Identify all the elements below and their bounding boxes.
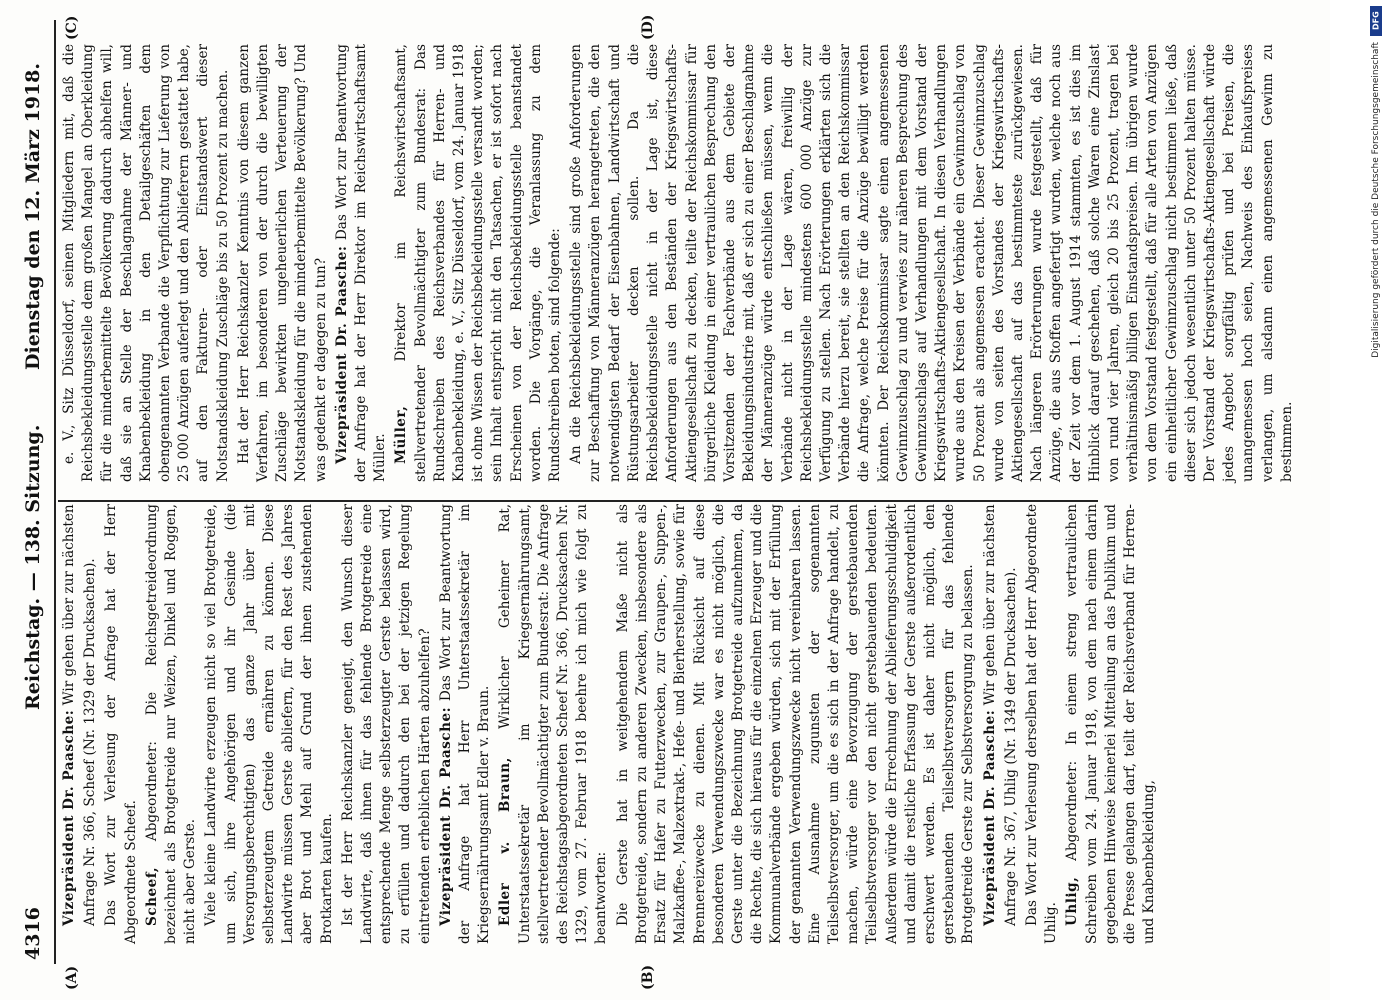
paragraph-text: Das Wort zur Verlesung der Anfrage hat der Herr Abgeordnete Scheef. xyxy=(103,504,139,944)
paragraph xyxy=(102,504,140,944)
paragraph-text: Direktor im Reichswirtschaftsamt, stellvertretender Bevollmächtigter zum Bundesrat: Das Rundschreiben des Reichsverbandes für Herren- und Knabenbekleidung, e. V., Sitz Düsseldorf, vom 24. Januar 1918 ist ohne Wissen der Reichsbekleidungsstelle versandt worden; sein Inhalt entspricht nicht den Tatsachen, er ist sofort nach Erscheinen von der Reichsbekleidungsstelle beanstandet worden. Die Vorgänge, die Veranlassung zu dem Rundschreiben boten, sind folgende: xyxy=(393,44,564,482)
paragraph xyxy=(392,44,565,482)
speaker-name: Scheef, xyxy=(143,866,160,926)
speaker-name: Müller, xyxy=(393,405,410,464)
margin-mark-c: (C) xyxy=(64,15,80,40)
margin-mark-a: (A) xyxy=(64,965,80,990)
paragraph xyxy=(143,504,201,944)
paragraph xyxy=(614,504,979,944)
column-divider xyxy=(58,500,1098,502)
paragraph-text: Das Wort zur Verlesung derselben hat der Herr Abgeordnete Uhlig. xyxy=(1023,504,1060,944)
left-column xyxy=(60,504,1161,944)
digitization-sidebar xyxy=(1370,6,1382,996)
paragraph xyxy=(60,504,79,944)
page-header xyxy=(18,20,52,960)
header-rule xyxy=(54,20,56,964)
speaker-name: Vizepräsident Dr. Paasche: xyxy=(333,245,350,464)
speaker-name: Vizepräsident Dr. Paasche: xyxy=(437,706,454,926)
paragraph-text: Hat der Herr Reichskanzler Kenntnis von diesem ganzen Verfahren, im besonderen von der durch die bewilligten Zuschläge bewirkten ungeheuerlichen Verteuerung der Notstandskleidung für die minderbemittelte Bevölkerung? Und was gedenkt er dagegen zu tun? xyxy=(235,44,329,482)
paragraph-text: Wirklicher Geheimer Rat, Unterstaatssekretär im Kriegsernährungsamt, stellvertretender Bevollmächtigter zum Bundesrat: Die Anfrage des Reichstagsabgeordneten Scheef Nr. 366, Drucksachen Nr. 1329, vom 27. Februar 1918 beehre ich mich wie folgt zu beantworten: xyxy=(497,503,610,944)
paragraph-text: Ist der Herr Reichskanzler geneigt, den Wunsch dieser Landwirte, daß ihnen für das fehlende Brotgetreide eine entsprechende Menge selbsterzeugter Gerste belassen wird, zu erfüllen und dadurch den bei der jetzigen Regelung eintretenden erheblichen Härten abzuhelfen? xyxy=(339,504,433,944)
paragraph-text: Anfrage Nr. 366, Scheef (Nr. 1329 der Drucksachen). xyxy=(82,558,99,926)
paragraph xyxy=(1002,504,1021,944)
paragraph-text: Das Wort zur Beantwortung der Anfrage hat der Herr Direktor im Reichswirtschaftsamt Müller. xyxy=(333,44,389,482)
paragraph xyxy=(202,504,336,944)
header-left-title: Reichstag. — 138. Sitzung. xyxy=(22,424,44,710)
header-right-title: Dienstag den 12. März 1918. xyxy=(22,62,44,370)
paragraph-text: Abgeordneter: In einem streng vertraulichen Schreiben vom 24. Januar 1918, von dem nach einem darin gegebenen Hinweise keinerlei Mitteilung an das Publikum und die Presse gelangen darf, teilt der Reichsverband für Herren- und Knabenbekleidung, xyxy=(1064,504,1158,944)
paragraph-text: Wir gehen über zur nächsten xyxy=(61,504,77,706)
paragraph xyxy=(567,44,1297,482)
paragraph xyxy=(333,44,391,482)
paragraph xyxy=(339,504,435,944)
speaker-name: Vizepräsident Dr. Paasche: xyxy=(61,709,77,926)
margin-mark-d: (D) xyxy=(640,14,656,40)
digitization-credit: Digitalisierung gefördert durch die Deutsche Forschungsgemeinschaft xyxy=(1371,42,1381,358)
paragraph xyxy=(235,44,331,482)
paragraph xyxy=(981,504,1000,944)
paragraph xyxy=(1063,504,1159,944)
paragraph-text: Anfrage Nr. 367, Uhlig (Nr. 1349 der Drucksachen). xyxy=(1002,567,1019,926)
paragraph-text: An die Reichsbekleidungsstelle sind große Anforderungen zur Beschaffung von Männeranzügen herangetreten, die den notwendigsten Bedarf der Eisenbahnen, Landwirtschaft und Rüstungsarbeiter decken sollen. Da die Reichsbekleidungsstelle nicht in der Lage ist, diese Anforderungen aus den Beständen der Kriegswirtschafts-Aktiengesellschaft zu decken, teilte der Reichskommissar für bürgerliche Kleidung in einer vertraulichen Besprechung den Vorsitzenden der Fachverbände aus dem Gebiete der Bekleidungsindustrie mit, daß er sich zu einer Beschlagnahme der Männeranzüge würde entschließen müssen, wenn die Verbände nicht in der Lage wären, freiwillig der Reichsbekleidungsstelle mindestens 600 000 Anzüge zur Verfügung zu stellen. Nach Erörterungen erklärten sich die Verbände hierzu bereit, sie stellten an den Reichskommissar die Anfrage, welche Preise für die Anzüge bewilligt werden könnten. Der Reichskommissar sagte einen angemessenen Gewinnzuschlag zu und verwies zur näheren Besprechung des Gewinnzuschlags auf Verhandlungen mit dem Vorstand der Kriegswirtschafts-Aktiengesellschaft. In diesen Verhandlungen wurde aus den Kreisen der Verbände ein Gewinnzuschlag von 50 Prozent als angemessen erachtet. Dieser Gewinnzuschlag wurde von seiten des Vorstandes der Kriegswirtschafts-Aktiengesellschaft auf das bestimmteste zurückgewiesen. Nach längeren Erörterungen wurde festgestellt, daß für Anzüge, die aus Stoffen angefertigt wurden, welche noch aus der Zeit vor dem 1. August 1914 stammten, es ist dies im Hinblick darauf geschehen, daß solche Waren eine Zinslast von rund vier Jahren, gleich 20 bis 25 Prozent, tragen bei verhältnismäßig billigen Einstandspreisen. Im übrigen wurde von dem Vorstand festgestellt, daß für alle Arten von Anzügen ein einheitlicher Gewinnzuschlag nicht bestimmen ließe, daß dieser sich jedoch wesentlich unter 50 Prozent halten müsse. Der Vorstand der Kriegswirtschafts-Aktiengesellschaft würde jedes Angebot sorgfältig prüfen und bei Preisen, die unangemessen hoch seien, Nachweis des Einkaufspreises verlangen, um alsdann einen angemessenen Gewinn zu bestimmen. xyxy=(568,44,1295,482)
right-column xyxy=(60,44,1299,482)
paragraph xyxy=(496,504,611,944)
paragraph-text: Viele kleine Landwirte erzeugen nicht so viel Brotgetreide, um sich, ihre Angehörigen und ihr Gesinde (die Versorgungsberechtigten) das ganze Jahr über mit selbsterzeugtem Getreide ernähren zu können. Diese Landwirte müssen Gerste abliefern, für den Rest des Jahres aber Brot und Mehl auf Grund der ihnen zustehenden Brotkarten kaufen. xyxy=(203,504,335,944)
margin-mark-b: (B) xyxy=(640,964,656,990)
speaker-name: Edler v. Braun, xyxy=(497,757,514,926)
paragraph xyxy=(1023,504,1061,944)
paragraph-text: Wir gehen über zur nächsten xyxy=(981,504,998,706)
paragraph-text: e. V., Sitz Düsseldorf, seinen Mitgliedern mit, daß die Reichsbekleidungsstelle dem großen Mangel an Oberkleidung für die minderbemittelte Bevölkerung dadurch abhelfen will, daß sie an Stelle der Beschlagnahme der Männer- und Knabenbekleidung in den Detailgeschäften dem obengenannten Verbande die Verpflichtung zur Lieferung von 25 000 Anzügen auferlegt und den Ablieferern gestattet habe, auf den Fakturen- oder Einstandswert dieser Notstandskleidung Zuschläge bis zu 50 Prozent zu machen. xyxy=(61,44,231,482)
speaker-name: Vizepräsident Dr. Paasche: xyxy=(981,709,998,926)
paragraph-text: Die Gerste hat in weitgehendem Maße nicht als Brotgetreide, sondern zu anderen Zwecken, insbesondere als Ersatz für Hafer zu Futterzwecken, zur Graupen-, Suppen-, Malzkaffee-, Malzextrakt-, Hefe- und Bierherstellung, sowie für Brennereizwecke zu dienen. Mit Rücksicht auf diese besonderen Verwendungszwecke war es nicht möglich, die Gerste unter die Bezeichnung Brotgetreide aufzunehmen, da die Rechte, die sich hieraus für die einzelnen Erzeuger und die Kommunalverbände ergeben würden, sich mit der Erfüllung der genannten Verwendungszwecke nicht vereinbaren lassen. Eine Ausnahme zugunsten der sogenannten Teilselbstversorger, um die es sich in der Anfrage handelt, zu machen, würde eine Bevorzugung der gerstebauenden Teilselbstversorger vor den nicht gerstebauenden bedeuten. Außerdem würde die Errechnung der Ablieferungsschuldigkeit und damit die restliche Erfassung der Gerste außerordentlich erschwert werden. Es ist daher nicht möglich, den gerstebauenden Teilselbstversorgern für das fehlende Brotgetreide Gerste zur Selbstversorgung zu belassen. xyxy=(614,504,977,944)
speaker-name: Uhlig, xyxy=(1064,876,1081,926)
page-number: 4316 xyxy=(22,907,44,960)
dfg-logo: DFG xyxy=(1370,6,1382,36)
paragraph-text: Das Wort zur Beantwortung der Anfrage hat Herr Unterstaatssekretär im Kriegsernährungsamt Edler v. Braun. xyxy=(437,504,493,944)
paragraph-text: Abgeordneter: Die Reichsgetreideordnung bezeichnet als Brotgetreide nur Weizen, Dinkel und Roggen, nicht aber Gerste. xyxy=(143,504,199,944)
paragraph xyxy=(81,504,100,944)
paragraph xyxy=(60,44,233,482)
paragraph xyxy=(437,504,495,944)
